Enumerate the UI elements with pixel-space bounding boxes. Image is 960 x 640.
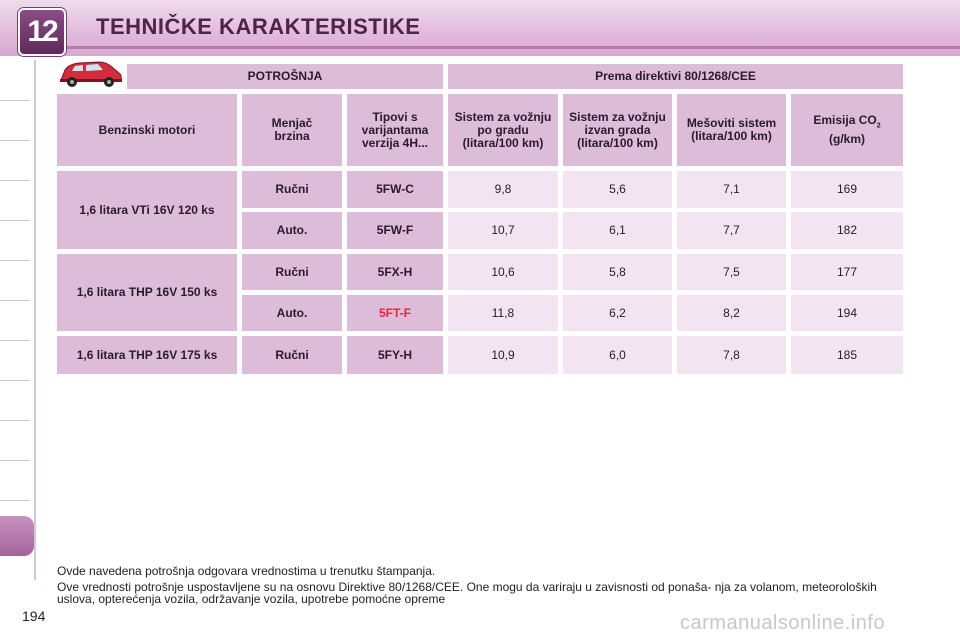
engine-cell-thp175: 1,6 litara THP 16V 175 ks <box>57 336 237 374</box>
side-tab[interactable] <box>0 220 30 261</box>
side-tab[interactable] <box>0 140 30 181</box>
co2-unit: (g/km) <box>829 131 865 146</box>
co2-cell: 182 <box>791 212 903 249</box>
side-tabs <box>0 60 36 580</box>
variant-cell: 5FW-F <box>347 212 443 249</box>
urban-cell: 10,9 <box>448 336 558 374</box>
co2-label: Emisija CO <box>813 113 877 128</box>
extra-urban-cell: 6,2 <box>563 295 672 331</box>
group-header-directive: Prema direktivi 80/1268/CEE <box>448 64 903 89</box>
side-tab-active[interactable] <box>0 516 34 556</box>
extra-urban-cell: 6,1 <box>563 212 672 249</box>
co2-cell: 177 <box>791 254 903 290</box>
co2-cell: 194 <box>791 295 903 331</box>
col-header-extra-urban: Sistem za vožnju izvan grada (litara/100 km) <box>563 94 672 166</box>
variant-cell: 5FW-C <box>347 171 443 208</box>
header-line <box>60 46 960 49</box>
engine-cell-vti120: 1,6 litara VTi 16V 120 ks <box>57 171 237 249</box>
extra-urban-cell: 5,8 <box>563 254 672 290</box>
col-header-co2 <box>791 94 903 166</box>
combined-cell: 7,5 <box>677 254 786 290</box>
extra-urban-cell: 6,0 <box>563 336 672 374</box>
combined-cell: 7,7 <box>677 212 786 249</box>
co2-cell: 185 <box>791 336 903 374</box>
group-header-consumption: POTROŠNJA <box>127 64 443 89</box>
side-tab[interactable] <box>0 100 30 141</box>
col-header-combined: Mešoviti sistem (litara/100 km) <box>677 94 786 166</box>
combined-cell: 8,2 <box>677 295 786 331</box>
combined-cell: 7,1 <box>677 171 786 208</box>
col-header-gearbox: Menjač brzina <box>242 94 342 166</box>
col-header-engine: Benzinski motori <box>57 94 237 166</box>
urban-cell: 10,6 <box>448 254 558 290</box>
page-number: 194 <box>22 608 46 624</box>
watermark: carmanualsonline.info <box>680 612 886 634</box>
urban-cell: 9,8 <box>448 171 558 208</box>
gearbox-cell: Ručni <box>242 171 342 208</box>
col-header-urban: Sistem za vožnju po gradu (litara/100 km) <box>448 94 558 166</box>
gearbox-cell: Ručni <box>242 254 342 290</box>
chapter-badge: 12 <box>18 8 66 56</box>
urban-cell: 11,8 <box>448 295 558 331</box>
side-tab[interactable] <box>0 260 30 301</box>
side-tab[interactable] <box>0 340 30 381</box>
engine-cell-thp150: 1,6 litara THP 16V 150 ks <box>57 254 237 331</box>
col-header-variants: Tipovi s varijantama verzija 4H... <box>347 94 443 166</box>
side-tab[interactable] <box>0 420 30 461</box>
side-tab[interactable] <box>0 180 30 221</box>
gearbox-cell: Auto. <box>242 295 342 331</box>
urban-cell: 10,7 <box>448 212 558 249</box>
footnote-line-2: Ove vrednosti potrošnje uspostavljene su na osnovu Direktive 80/1268/CEE. One mogu da variraju u zavisnosti od ponaša- nja za volanom, meteoroloških uslova, opterećenja vozila, održavanje vozila, upotrebe pomoćne opreme <box>57 580 877 606</box>
side-tab[interactable] <box>0 460 30 501</box>
page-title: TEHNIČKE KARAKTERISTIKE <box>96 14 421 39</box>
side-tab[interactable] <box>0 60 30 101</box>
footnote-line-1: Ovde navedena potrošnja odgovara vrednostima u trenutku štampanja. <box>57 564 436 578</box>
extra-urban-cell: 5,6 <box>563 171 672 208</box>
side-tab[interactable] <box>0 380 30 421</box>
variant-cell-highlighted: 5FT-F <box>347 295 443 331</box>
variant-cell: 5FX-H <box>347 254 443 290</box>
gearbox-cell: Ručni <box>242 336 342 374</box>
gearbox-cell: Auto. <box>242 212 342 249</box>
co2-subscript: 2 <box>876 122 881 130</box>
variant-cell: 5FY-H <box>347 336 443 374</box>
car-icon <box>55 56 125 90</box>
co2-cell: 169 <box>791 171 903 208</box>
side-tab[interactable] <box>0 300 30 341</box>
combined-cell: 7,8 <box>677 336 786 374</box>
